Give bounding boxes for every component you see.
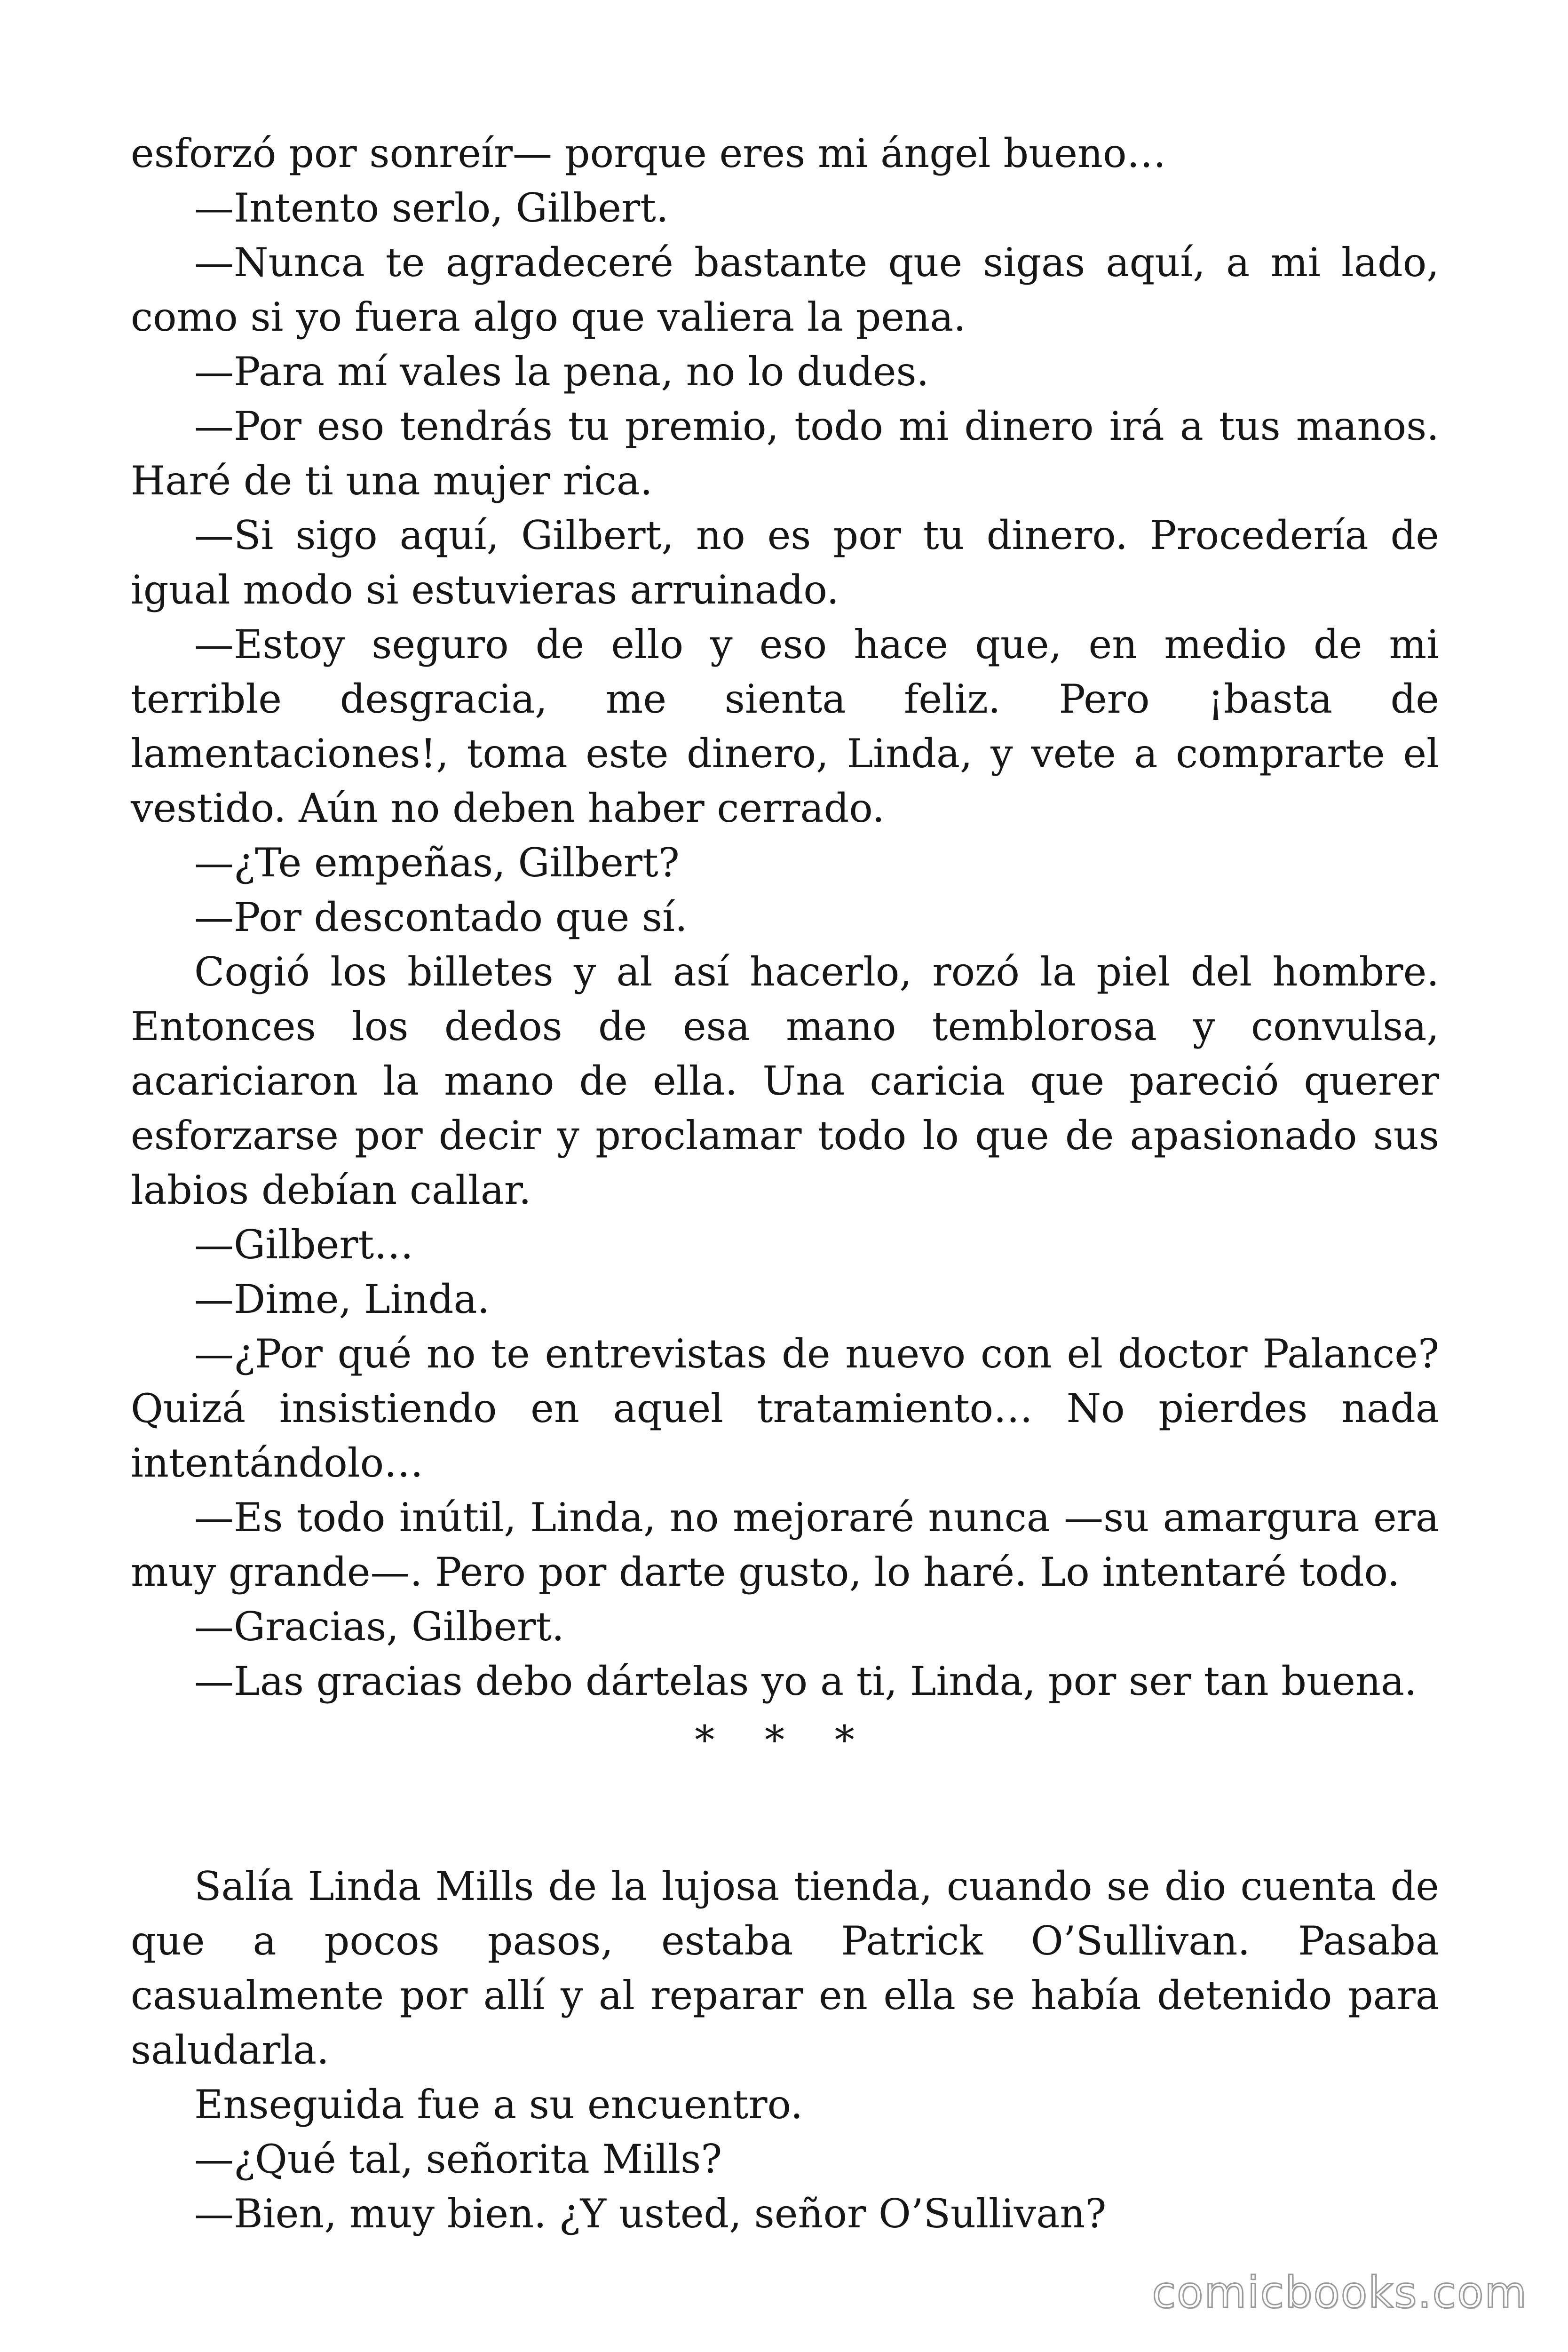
paragraph: —Las gracias debo dártelas yo a ti, Linda, por ser tan buena. [194, 1658, 1417, 1704]
paragraph: —Es todo inútil, Linda, no mejoraré nunca —su amargura era muy grande—. Pero por darte gusto, lo haré. Lo intentaré todo. [131, 1494, 1439, 1595]
paragraph: Cogió los billetes y al así hacerlo, rozó la piel del hombre. Entonces los dedos de esa mano temblorosa y convulsa, acariciaron la mano de ella. Una caricia que pareció querer esforzarse por decir y proclamar todo lo que de apasionado sus labios debían callar. [131, 949, 1439, 1213]
paragraph: —Estoy seguro de ello y eso hace que, en medio de mi terrible desgracia, me sienta feliz. Pero ¡basta de lamentaciones!, toma este dinero, Linda, y vete a comprarte el vestido. Aún no deben haber cerrado. [131, 621, 1439, 831]
paragraph: —Para mí vales la pena, no lo dudes. [194, 349, 929, 395]
paragraph: Enseguida fue a su encuentro. [194, 2082, 803, 2128]
paragraph: —Gracias, Gilbert. [194, 1604, 564, 1650]
paragraph: —Nunca te agradeceré bastante que sigas aquí, a mi lado, como si yo fuera algo que valiera la pena. [131, 239, 1439, 340]
paragraph: —Bien, muy bien. ¿Y usted, señor O’Sullivan? [194, 2191, 1107, 2237]
paragraph: esforzó por sonreír— porque eres mi ángel bueno… [131, 130, 1166, 176]
watermark-logo: comicbooks.com [1152, 2267, 1528, 2318]
paragraph: —¿Qué tal, señorita Mills? [194, 2136, 722, 2182]
text-section-top [131, 126, 1439, 1708]
paragraph: —Por descontado que sí. [194, 894, 688, 940]
paragraph: —Por eso tendrás tu premio, todo mi dinero irá a tus manos. Haré de ti una mujer rica. [131, 403, 1439, 504]
section-separator: * * * [695, 1717, 873, 1763]
paragraph: —Gilbert… [194, 1222, 414, 1268]
text-section-bottom [131, 1859, 1439, 2241]
paragraph: —Intento serlo, Gilbert. [194, 185, 669, 231]
paragraph: —¿Te empeñas, Gilbert? [194, 840, 680, 886]
paragraph: —¿Por qué no te entrevistas de nuevo con el doctor Palance? Quizá insistiendo en aquel tratamiento… No pierdes nada intentándolo… [131, 1331, 1439, 1486]
paragraph: Salía Linda Mills de la lujosa tienda, cuando se dio cuenta de que a pocos pasos, estaba Patrick O’Sullivan. Pasaba casualmente por allí y al reparar en ella se había detenido para saludarla. [131, 1863, 1439, 2073]
paragraph: —Dime, Linda. [194, 1276, 490, 1322]
paragraph: —Si sigo aquí, Gilbert, no es por tu dinero. Procedería de igual modo si estuvieras arruinado. [131, 512, 1439, 613]
